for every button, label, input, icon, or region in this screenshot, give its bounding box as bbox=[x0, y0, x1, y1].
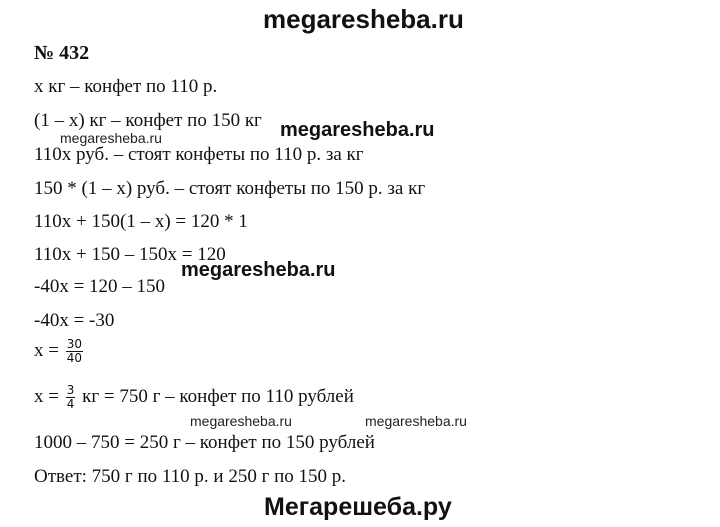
watermark-middle-b: megaresheba.ru bbox=[181, 259, 336, 281]
task-number: № 432 bbox=[34, 42, 90, 64]
solution-line-8: -40х = -30 bbox=[34, 310, 115, 331]
answer-line: Ответ: 750 г по 110 р. и 250 г по 150 р. bbox=[34, 466, 347, 487]
watermark-small-2: megaresheba.ru bbox=[190, 413, 292, 429]
solution-line-1: х кг – конфет по 110 р. bbox=[34, 76, 218, 97]
solution-line-2: (1 – х) кг – конфет по 150 кг bbox=[34, 110, 262, 131]
watermark-small-1: megaresheba.ru bbox=[60, 130, 162, 146]
fraction-2-numerator: 3 bbox=[66, 383, 75, 397]
solution-line-7: -40х = 120 – 150 bbox=[34, 276, 166, 297]
solution-line-4: 150 * (1 – х) руб. – стоят конфеты по 150 р. за кг bbox=[34, 178, 426, 199]
watermark-top: megaresheba.ru bbox=[263, 4, 464, 34]
solution-line-6: 110х + 150 – 150х = 120 bbox=[34, 244, 226, 265]
fraction-2-denominator: 4 bbox=[66, 397, 75, 411]
watermark-middle-a: megaresheba.ru bbox=[280, 119, 435, 141]
fraction-1-numerator: 30 bbox=[66, 337, 82, 351]
fraction-30-40 bbox=[66, 338, 83, 365]
fraction-3-4 bbox=[66, 384, 76, 411]
watermark-small-3: megaresheba.ru bbox=[365, 413, 467, 429]
solution-line-5: 110х + 150(1 – х) = 120 * 1 bbox=[34, 211, 248, 232]
solution-line-3: 110х руб. – стоят конфеты по 110 р. за кг bbox=[34, 144, 364, 165]
fraction-line-1-prefix: х = bbox=[34, 339, 59, 361]
watermark-bottom: Мегарешеба.ру bbox=[264, 493, 452, 521]
fraction-line-2-prefix: х = bbox=[34, 385, 59, 407]
fraction-1-denominator: 40 bbox=[66, 351, 82, 365]
fraction-line-1 bbox=[34, 338, 85, 365]
solution-line-9: 1000 – 750 = 250 г – конфет по 150 рублей bbox=[34, 432, 375, 453]
fraction-line-2-suffix: кг = 750 г – конфет по 110 рублей bbox=[82, 385, 354, 407]
fraction-line-2 bbox=[34, 384, 354, 411]
